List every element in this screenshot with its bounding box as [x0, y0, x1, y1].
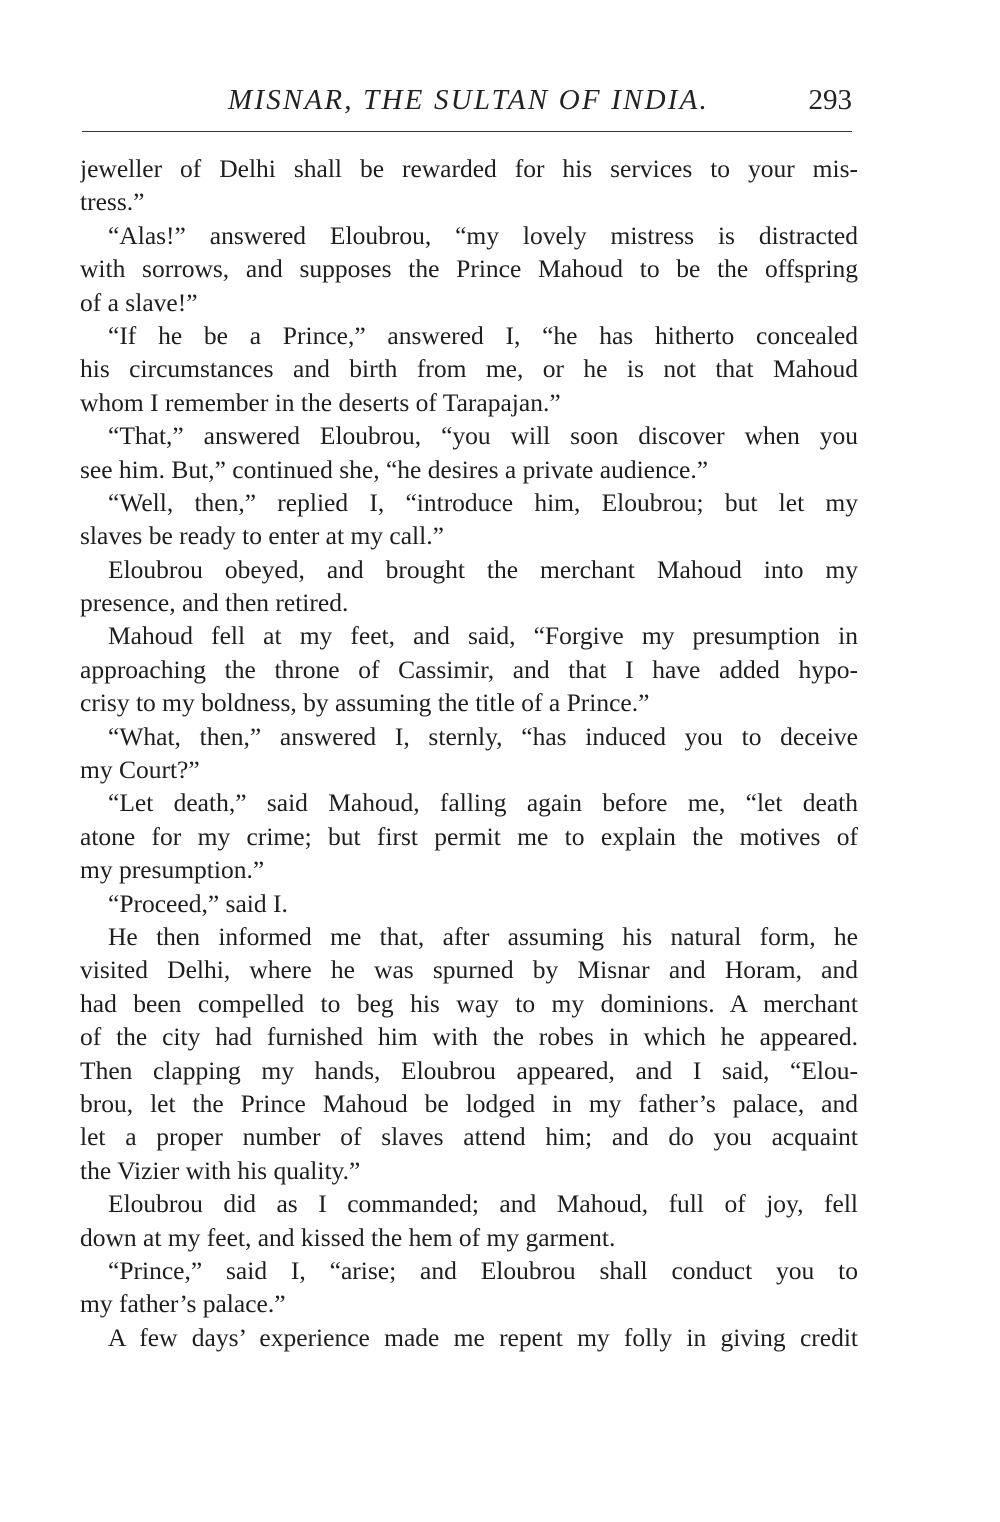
running-head — [80, 80, 860, 126]
text-line: “Prince,” said I, “arise; and Eloubrou shall conduct you to — [108, 1255, 858, 1285]
text-line: Eloubrou did as I commanded; and Mahoud, full of joy, fell — [108, 1189, 858, 1219]
text-line: down at my feet, and kissed the hem of my garment. — [80, 1222, 616, 1252]
text-line: whom I remember in the deserts of Tarapajan.” — [80, 387, 561, 417]
text-line: “Well, then,” replied I, “introduce him, Eloubrou; but let my — [108, 487, 858, 517]
text-line: his circumstances and birth from me, or he is not that Mahoud — [80, 354, 858, 384]
text-line: “Let death,” said Mahoud, falling again before me, “let death — [108, 788, 858, 818]
text-line: “Proceed,” said I. — [108, 888, 288, 918]
text-line: He then informed me that, after assuming his natural form, he — [108, 921, 858, 951]
text-line: Then clapping my hands, Eloubrou appeared, and I said, “Elou- — [80, 1055, 858, 1085]
body-text — [80, 152, 858, 1354]
text-line: Mahoud fell at my feet, and said, “Forgive my presumption in — [108, 621, 858, 651]
header-rule — [82, 131, 852, 132]
text-line: my Court?” — [80, 755, 200, 785]
text-line: tress.” — [80, 187, 145, 217]
text-line: my presumption.” — [80, 855, 265, 885]
text-line: of a slave!” — [80, 287, 198, 317]
text-line: approaching the throne of Cassimir, and that I have added hypo- — [80, 654, 858, 684]
text-line: my father’s palace.” — [80, 1289, 286, 1319]
text-line: “Alas!” answered Eloubrou, “my lovely mistress is distracted — [108, 220, 858, 250]
text-line: “What, then,” answered I, sternly, “has induced you to deceive — [108, 721, 858, 751]
running-title: MISNAR, THE SULTAN OF INDIA. — [228, 84, 709, 116]
page-number: 293 — [808, 84, 852, 116]
text-line: A few days’ experience made me repent my folly in giving credit — [108, 1322, 858, 1352]
text-line: “That,” answered Eloubrou, “you will soon discover when you — [108, 421, 858, 451]
text-line: with sorrows, and supposes the Prince Mahoud to be the offspring — [80, 254, 858, 284]
text-line: see him. But,” continued she, “he desires a private audience.” — [80, 454, 709, 484]
text-line: slaves be ready to enter at my call.” — [80, 521, 444, 551]
text-line: brou, let the Prince Mahoud be lodged in my father’s palace, and — [80, 1088, 858, 1118]
text-line: visited Delhi, where he was spurned by Misnar and Horam, and — [80, 955, 858, 985]
text-line: Eloubrou obeyed, and brought the merchant Mahoud into my — [108, 554, 858, 584]
text-line: atone for my crime; but first permit me to explain the motives of — [80, 821, 858, 851]
text-line: of the city had furnished him with the robes in which he appeared. — [80, 1022, 858, 1052]
text-line: jeweller of Delhi shall be rewarded for his services to your mis- — [80, 154, 858, 183]
text-line: had been compelled to beg his way to my dominions. A merchant — [80, 988, 858, 1018]
text-line: “If he be a Prince,” answered I, “he has hitherto concealed — [108, 320, 858, 350]
text-line: the Vizier with his quality.” — [80, 1155, 361, 1185]
text-line: presence, and then retired. — [80, 588, 349, 618]
text-line: crisy to my boldness, by assuming the title of a Prince.” — [80, 688, 650, 718]
text-line: let a proper number of slaves attend him; and do you acquaint — [80, 1122, 858, 1152]
